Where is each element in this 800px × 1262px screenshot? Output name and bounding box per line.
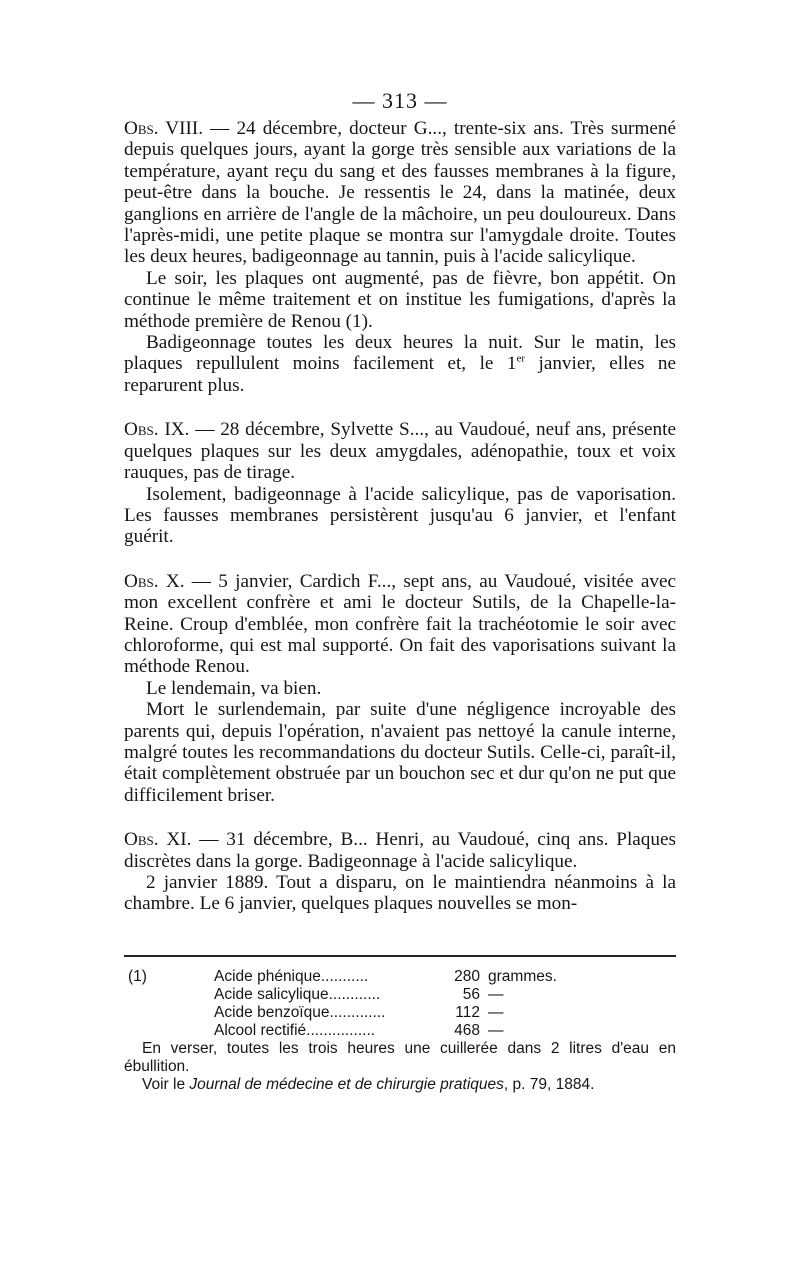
footnote [124,968,676,1094]
footnote-divider [124,955,676,957]
obs-ix-paragraph-1 [124,419,676,483]
main-text [124,118,676,938]
superscript-er: er [516,353,526,366]
obs-label: Obs. X. [124,570,185,592]
observation-viii [124,118,676,396]
obs-text: janvier, elles ne reparurent plus. [124,353,676,396]
obs-text: — 24 décembre, docteur G..., trente-six ans. Très surmené depuis quelques jours, ayant la gorge très sensible aux variations de la température, ayant reçu du sang et des fausses membranes à la figure, peut-être dans la bouche. Je ressentis le 24, dans la matinée, deux ganglions en arrière de l'angle de la mâchoire, un peu douloureux. Dans l'après-midi, une petite plaque se montra sur l'amygdale droite. Toutes les deux heures, badigeonnage au tannin, puis à l'acide salicylique. [124,118,676,268]
recipe-unit: — [488,986,504,1003]
obs-label: Obs. IX. [124,419,190,441]
observation-xi [124,829,676,915]
obs-x-paragraph-1 [124,571,676,678]
observation-x [124,571,676,806]
recipe-unit: — [488,1022,504,1039]
recipe-ingredient: Acide phénique........... [214,968,369,985]
page-number: — 313 — [352,88,448,113]
recipe-row [124,1022,676,1040]
recipe-row [124,968,676,986]
footnote-instruction: En verser, toutes les trois heures une cuillerée dans 2 litres d'eau en ébullition. [124,1040,676,1075]
obs-x-paragraph-3: Mort le surlendemain, par suite d'une négligence incroyable des parents qui, depuis l'opération, n'avaient pas nettoyé la canule interne, malgré toutes les recommandations du docteur Sutils. Celle-ci, paraît-il, était complètement obstruée par un bouchon sec et dur qu'on ne put que difficilement briser. [124,699,676,806]
footnote-marker: (1) [128,968,147,985]
obs-text: — 28 décembre, Sylvette S..., au Vaudoué, neuf ans, présente quelques plaques sur les deux amygdales, adénopathie, toux et voix rauques, pas de tirage. [124,419,676,484]
reference-title: Journal de médecine et de chirurgie pratiques [189,1076,504,1093]
recipe-ingredient: Acide benzoïque............. [214,1004,386,1021]
footnote-reference [124,1076,676,1094]
obs-text: — 31 décembre, B... Henri, au Vaudoué, cinq ans. Plaques discrètes dans la gorge. Badigeonnage à l'acide salicylique. [124,829,676,872]
recipe-ingredient: Alcool rectifié................ [214,1022,376,1039]
obs-xi-paragraph-2: 2 janvier 1889. Tout a disparu, on le maintiendra néanmoins à la chambre. Le 6 janvier, quelques plaques nouvelles se mon- [124,872,676,915]
obs-viii-paragraph-3 [124,332,676,396]
obs-x-paragraph-2: Le lendemain, va bien. [146,677,322,699]
recipe-quantity: 280 [454,968,480,985]
recipe-quantity: 112 [455,1004,480,1021]
recipe-row [124,1004,676,1022]
obs-text: Badigeonnage toutes les deux heures la nuit. Sur le matin, les plaques repullulent moins facilement et, le 1 [124,332,676,375]
reference-prefix: Voir le [142,1076,190,1093]
obs-text: — 5 janvier, Cardich F..., sept ans, au Vaudoué, visitée avec mon excellent confrère et ami le docteur Sutils, de la Chapelle-la-Reine. Croup d'emblée, mon confrère fait la trachéotomie le soir avec chloroforme, qui est mal supporté. On fait des vaporisations suivant la méthode Renou. [124,570,676,678]
recipe-unit: — [488,1004,504,1021]
recipe-quantity: 56 [462,986,480,1003]
observation-ix [124,419,676,547]
obs-xi-paragraph-1 [124,829,676,872]
obs-label: Obs. XI. [124,829,192,851]
recipe-ingredient: Acide salicylique............ [214,986,381,1003]
reference-suffix: , p. 79, 1884. [503,1076,595,1093]
recipe-row [124,986,676,1004]
obs-viii-paragraph-2: Le soir, les plaques ont augmenté, pas de fièvre, bon appétit. On continue le même traitement et on institue les fumigations, d'après la méthode première de Renou (1). [124,267,676,332]
recipe-quantity: 468 [454,1022,480,1039]
obs-label: Obs. VIII. [124,118,204,139]
obs-viii-paragraph-1 [124,118,676,268]
obs-ix-paragraph-2: Isolement, badigeonnage à l'acide salicylique, pas de vaporisation. Les fausses membranes persistèrent jusqu'au 6 janvier, et l'enfant guérit. [124,483,676,548]
recipe-unit: grammes. [488,968,557,985]
